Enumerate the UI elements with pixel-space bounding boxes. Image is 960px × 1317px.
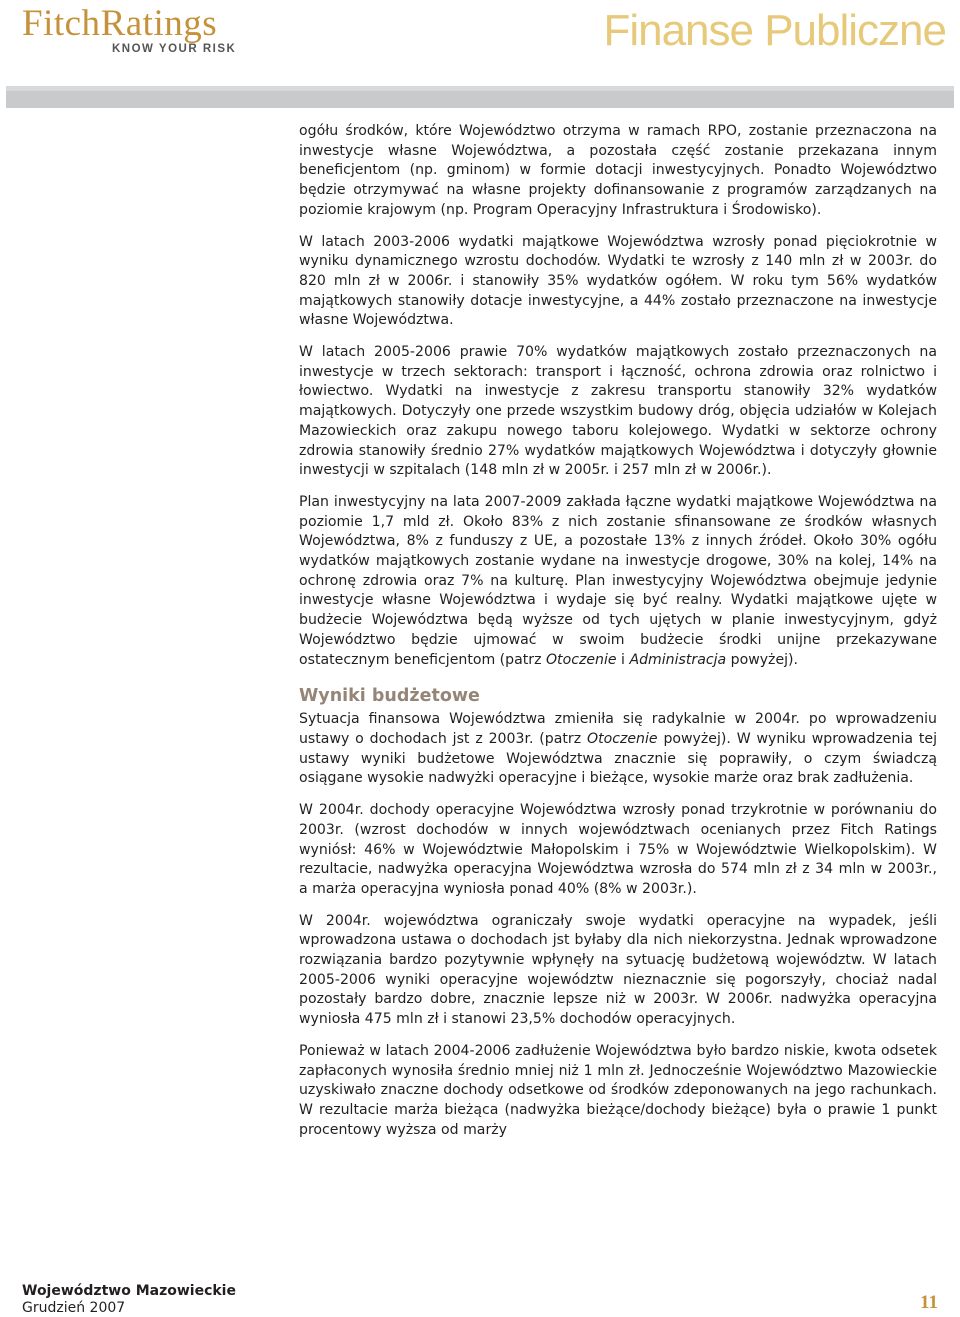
paragraph-investment-plan — [299, 493, 937, 670]
publication-title: Finanse Publiczne — [603, 6, 946, 55]
plan-ref-administracja: Administracja — [629, 651, 727, 668]
header-divider-highlight — [6, 86, 954, 91]
paragraph-interest: Ponieważ w latach 2004-2006 zadłużenie Województwa było bardzo niskie, kwota odsetek zapłaconych wynosiła średnio mniej niż 1 mln zł. Jednocześnie Województwo Mazowieckie uzyskiwało znaczne dochody odsetkowe od środków zdeponowanych na jego rachunkach. W rezultacie marża bieżąca (nadwyżka bieżące/dochody bieżące) była o prawie 1 punkt procentowy wyższa od marży — [299, 1042, 937, 1138]
paragraph-rpo: ogółu środków, które Województwo otrzyma w ramach RPO, zostanie przeznaczona na inwestycje własne Województwa, a pozostała część zostanie przekazana innym beneficjentom (np. gminom) w formie dotacji inwestycyjnych. Ponadto Województwo będzie otrzymywać na własne projekty dofinansowanie z programów zarządzanych na poziomie krajowym (np. Program Operacyjny Infrastruktura i Środowisko). — [299, 123, 937, 218]
plan-ref-otoczenie: Otoczenie — [545, 651, 617, 668]
situation-ref-otoczenie: Otoczenie — [586, 730, 658, 747]
plan-text-1: Plan inwestycyjny na lata 2007-2009 zakłada łączne wydatki majątkowe Województwa na poziomie 1,7 mld zł. Około 83% z nich zostanie sfinansowane ze środków własnych Województwa, 8% z funduszy z UE, a pozostałe 13% z innych źródeł. Około 30% ogółu wydatków majątkowych zostanie wydane na inwestycje drogowe, 30% na kolej, 14% na ochronę zdrowia oraz 7% na kulturę. Plan inwestycyjny Województwa obejmuje jedynie inwestycje własne Województwa i wydaje się być realny. Wydatki majątkowe ujęte w budżecie Województwa będą wyższe od tych ujętych w planie inwestycyjnym, gdyż Województwo będzie ujmować w swoim budżecie środki unijne przekazywane ostatecznym beneficjentom (patrz — [299, 493, 937, 668]
main-content — [299, 122, 937, 1152]
logo-tagline: KNOW YOUR RISK — [112, 43, 237, 55]
fitch-ratings-logo — [22, 4, 272, 55]
section-heading: Wyniki budżetowe — [299, 686, 480, 707]
paragraph-operating-expenses: W 2004r. województwa ograniczały swoje wydatki operacyjne na wypadek, jeśli wprowadzona ustawa o dochodach jst byłaby dla nich niekorzystna. Jednak wprowadzone rozwiązania bardzo pozytywnie wpłynęły na sytuację budżetową województw. W latach 2005-2006 wyniki operacyjne województw nieznacznie się pogorszyły, chociaż nadal pozostały bardzo dobre, znacznie lepsze niż w 2003r. W 2006r. nadwyżka operacyjna wyniosła 475 mln zł i stanowi 23,5% dochodów operacyjnych. — [299, 912, 937, 1028]
footer-document-name: Województwo Mazowieckie — [22, 1283, 236, 1299]
paragraph-capex-growth: W latach 2003-2006 wydatki majątkowe Województwa wzrosły ponad pięciokrotnie w wyniku dynamicznego wzrostu dochodów. Wydatki te wzrosły z 140 mln zł w 2003r. do 820 mln zł w 2006r. i stanowiły 35% wydatków ogółem. W roku tym 56% wydatków majątkowych stanowiły dotacje inwestycyjne, a 44% zostało przeznaczone na inwestycje własne Województwa. — [299, 233, 937, 329]
logo-wordmark — [22, 4, 272, 44]
plan-text-2: powyżej). — [726, 651, 799, 668]
paragraph-capex-sectors: W latach 2005-2006 prawie 70% wydatków majątkowych zostało przeznaczonych na inwestycje w trzech sektorach: transport i łączność, ochrona zdrowia oraz rolnictwo i łowiectwo. Wydatki na inwestycje z zakresu transportu stanowiły 32% wydatków majątkowych. Dotyczyły one przede wszystkim budowy dróg, objęcia udziałów w Kolejach Mazowieckich oraz zakupu nowego taboru kolejowego. Wydatki w sektorze ochrony zdrowia stanowiły średnio 27% wydatków majątkowych Województwa i dotyczyły głownie inwestycji w szpitalach (148 mln zł w 2005r. i 257 mln zł w 2006r.). — [299, 344, 937, 479]
paragraph-operating-revenue: W 2004r. dochody operacyjne Województwa wzrosły ponad trzykrotnie w porównaniu do 2003r. (wzrost dochodów w innych województwach ocenianych przez Fitch Ratings wyniósł: 46% w Województwie Małopolskim i 75% w Województwie Wielkopolskim). W rezultacie, nadwyżka operacyjna Województwa wzrosła do 574 mln zł z 34 mln w 2003r., a marża operacyjna wyniosła ponad 40% (8% w 2003r.). — [299, 802, 937, 897]
logo-word-ratings: Ratings — [100, 3, 218, 44]
logo-word-fitch: Fitch — [22, 3, 101, 44]
footer-date: Grudzień 2007 — [22, 1300, 126, 1316]
page-number: 11 — [920, 1292, 938, 1313]
footer — [22, 1283, 236, 1317]
situation-text-1: Sytuacja finansowa Województwa zmieniła się radykalnie w 2004r. po wprowadzeniu ustawy o dochodach jst z 2003r. (patrz — [299, 711, 937, 747]
paragraph-situation — [299, 710, 937, 789]
situation-text-2: powyżej). W wyniku wprowadzenia tej ustawy wyniki budżetowe Województwa znacznie się poprawiły, o czym świadczą osiągane wysokie nadwyżki operacyjne i bieżące, wysokie marże oraz brak zadłużenia. — [299, 730, 937, 787]
plan-joiner: i — [616, 651, 630, 668]
